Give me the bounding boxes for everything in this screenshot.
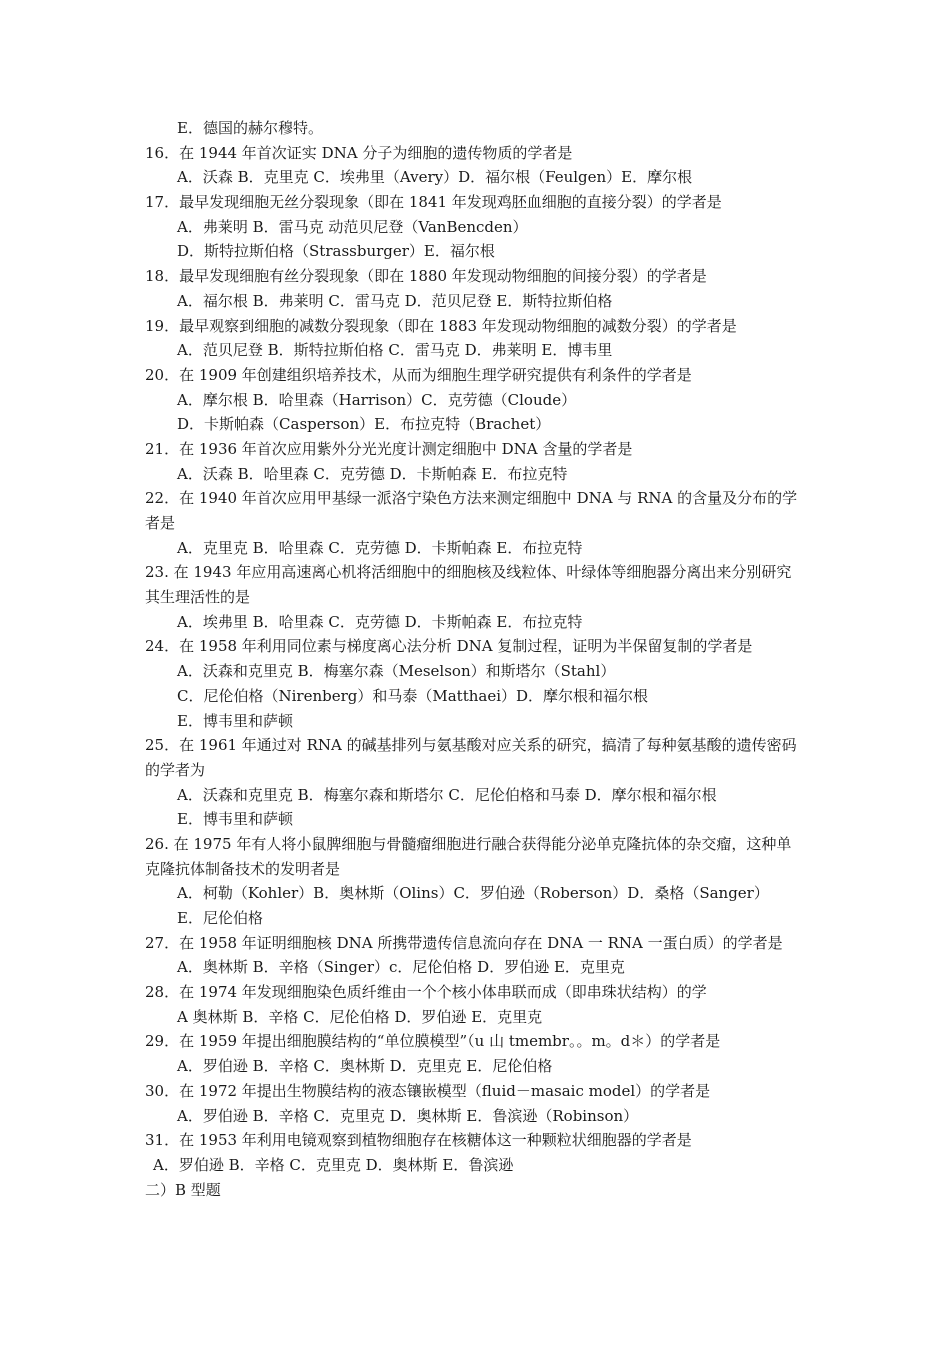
question-line: 19．最早观察到细胞的减数分裂现象（即在 1883 年发现动物细胞的减数分裂）的学者是: [145, 316, 737, 335]
option-line: A．沃森和克里克 B．梅塞尔森和斯塔尔 C．尼伦伯格和马泰 D．摩尔根和福尔根: [177, 785, 717, 804]
question-line: 24．在 1958 年利用同位素与梯度离心法分析 DNA 复制过程，证明为半保留复制的学者是: [145, 637, 753, 656]
option-line: D．斯特拉斯伯格（Strassburger）E．福尔根: [177, 242, 495, 261]
question-line: 其生理活性的是: [145, 588, 251, 607]
document-body: [145, 116, 857, 1202]
question-line: 17．最早发现细胞无丝分裂现象（即在 1841 年发现鸡胚血细胞的直接分裂）的学者是: [145, 193, 722, 212]
option-line: A．沃森和克里克 B．梅塞尔森（Meselson）和斯塔尔（Stahl）: [177, 662, 616, 681]
question-line: 25．在 1961 年通过对 RNA 的碱基排列与氨基酸对应关系的研究，搞清了每种氨基酸的遗传密码: [145, 736, 797, 755]
question-line: 29．在 1959 年提出细胞膜结构的“单位膜模型”（u 山 tmembr。。m。d＊）的学者是: [145, 1032, 721, 1051]
option-line: A．奥林斯 B．辛格（Singer）c．尼伦伯格 D．罗伯逊 E．克里克: [177, 958, 625, 977]
option-line: A．沃森 B．克里克 C．埃弗里（Avery）D．福尔根（Feulgen）E．摩尔根: [177, 168, 693, 187]
question-line: 31．在 1953 年利用电镜观察到植物细胞存在核糖体这一种颗粒状细胞器的学者是: [145, 1131, 692, 1150]
question-line: 30．在 1972 年提出生物膜结构的液态镶嵌模型（fluid－masaic model）的学者是: [145, 1081, 711, 1100]
option-line: A．福尔根 B．弗莱明 C．雷马克 D．范贝尼登 E．斯特拉斯伯格: [177, 291, 613, 310]
option-line: E．博韦里和萨顿: [177, 711, 293, 730]
question-line: 20．在 1909 年创建组织培养技术，从而为细胞生理学研究提供有利条件的学者是: [145, 365, 692, 384]
question-line: 18．最早发现细胞有丝分裂现象（即在 1880 年发现动物细胞的间接分裂）的学者是: [145, 267, 707, 286]
option-line: A．范贝尼登 B．斯特拉斯伯格 C．雷马克 D．弗莱明 E．博韦里: [177, 341, 613, 360]
option-line: A．罗伯逊 B．辛格 C．奥林斯 D．克里克 E．尼伦伯格: [177, 1057, 553, 1076]
question-line: 的学者为: [145, 760, 206, 779]
option-line: A．罗伯逊 B．辛格 C．克里克 D．奥林斯 E．鲁滨逊（Robinson）: [177, 1106, 639, 1125]
option-line: A．罗伯逊 B．辛格 C．克里克 D．奥林斯 E．鲁滨逊: [153, 1155, 514, 1174]
option-line: A 奥林斯 B．辛格 C．尼伦伯格 D．罗伯逊 E．克里克: [177, 1007, 543, 1026]
question-line: 二）B 型题: [145, 1180, 221, 1199]
option-line: E．博韦里和萨顿: [177, 810, 293, 829]
option-line: C．尼伦伯格（Nirenberg）和马泰（Matthaei）D．摩尔根和福尔根: [177, 686, 649, 705]
option-line: A．弗莱明 B．雷马克 动范贝尼登（VanBencden）: [177, 217, 528, 236]
question-line: 21．在 1936 年首次应用紫外分光光度计测定细胞中 DNA 含量的学者是: [145, 439, 633, 458]
option-line: E．德国的赫尔穆特。: [177, 119, 323, 137]
option-line: A．沃森 B．哈里森 C．克劳德 D．卡斯帕森 E．布拉克特: [177, 464, 568, 483]
question-line: 23. 在 1943 年应用高速离心机将活细胞中的细胞核及线粒体、叶绿体等细胞器分离出来分别研究: [145, 563, 792, 582]
option-line: A．摩尔根 B．哈里森（Harrison）C．克劳德（Cloude）: [177, 390, 577, 409]
option-line: E．尼伦伯格: [177, 909, 263, 927]
option-line: A．埃弗里 B．哈里森 C．克劳德 D．卡斯帕森 E．布拉克特: [177, 612, 583, 631]
question-line: 26. 在 1975 年有人将小鼠脾细胞与骨髓瘤细胞进行融合获得能分泌单克隆抗体的杂交瘤，这种单: [145, 834, 792, 853]
question-line: 27．在 1958 年证明细胞核 DNA 所携带遗传信息流向存在 DNA 一 RNA 一蛋白质）的学者是: [145, 933, 783, 952]
question-line: 克隆抗体制备技术的发明者是: [145, 859, 341, 878]
question-line: 28．在 1974 年发现细胞染色质纤维由一个个核小体串联而成（即串珠状结构）的学: [145, 983, 707, 1002]
question-line: 者是: [145, 514, 176, 532]
option-line: A．克里克 B．哈里森 C．克劳德 D．卡斯帕森 E．布拉克特: [177, 538, 583, 557]
question-line: 16．在 1944 年首次证实 DNA 分子为细胞的遗传物质的学者是: [145, 143, 573, 162]
question-line: 22．在 1940 年首次应用甲基绿一派洛宁染色方法来测定细胞中 DNA 与 RNA 的含量及分布的学: [145, 489, 798, 508]
option-line: D．卡斯帕森（Casperson）E．布拉克特（Brachet）: [177, 415, 551, 434]
option-line: A．柯勒（Kohler）B．奥林斯（Olins）C．罗伯逊（Roberson）D．桑格（Sanger）: [177, 884, 769, 903]
